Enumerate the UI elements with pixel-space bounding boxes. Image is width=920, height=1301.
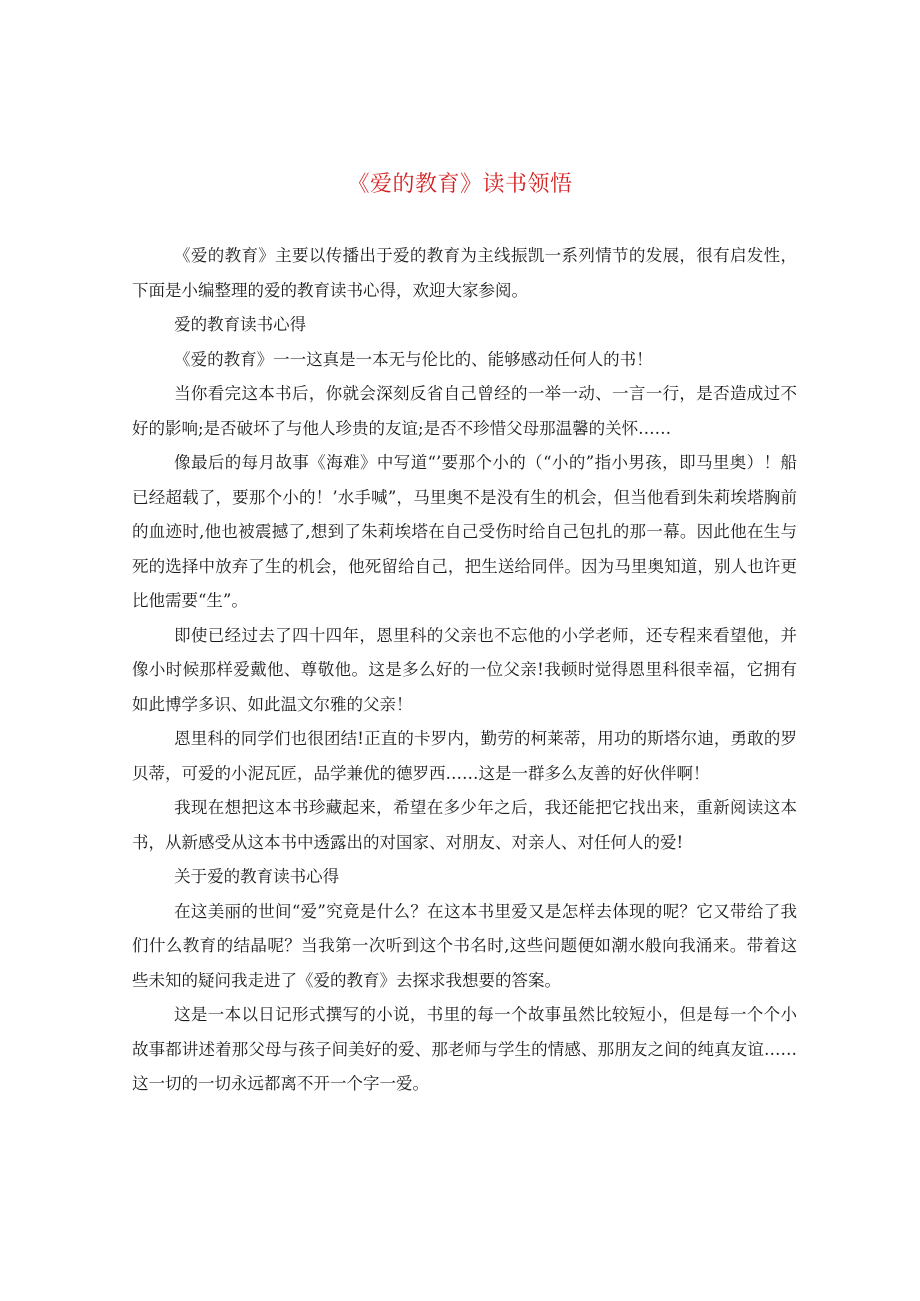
- body-paragraph: 恩里科的同学们也很团结!正直的卡罗内，勤劳的柯莱蒂，用功的斯塔尔迪，勇敢的罗贝蒂，可爱的小泥瓦匠，品学兼优的德罗西……这是一群多么友善的好伙伴啊！: [132, 729, 797, 783]
- body-paragraph: 《爱的教育》一一这真是一本无与伦比的、能够感动任何人的书！: [174, 349, 653, 369]
- body-paragraph: 即使已经过去了四十四年，恩里科的父亲也不忘他的小学老师，还专程来看望他，并像小时候那样爱戴他、尊敬他。这是多么好的一位父亲!我顿时觉得恩里科很幸福，它拥有如此博学多识、如此温文尔雅的父亲！: [132, 625, 797, 714]
- section-heading: 爱的教育读书心得: [174, 315, 307, 334]
- body-paragraph: 我现在想把这本书珍藏起来，希望在多少年之后，我还能把它找出来，重新阅读这本书，从新感受从这本书中透露出的对国家、对朋友、对亲人、对任何人的爱!: [132, 798, 797, 852]
- body-paragraph: 在这美丽的世间“爱”究竟是什么？在这本书里爱又是怎样去体现的呢？它又带给了我们什么教育的结晶呢？当我第一次听到这个书名时,这些问题便如潮水般向我涌来。带着这些未知的疑问我走进了《爱的教育》去探求我想要的答案。: [132, 901, 797, 990]
- intro-paragraph: 《爱的教育》主要以传播出于爱的教育为主线振凯一系列情节的发展，很有启发性，下面是小编整理的爱的教育读书心得，欢迎大家参阅。: [132, 246, 797, 300]
- body-paragraph: 像最后的每月故事《海难》中写道“’要那个小的（“小的”指小男孩，即马里奥）！船已经超载了，要那个小的！’水手喊”，马里奥不是没有生的机会，但当他看到朱莉埃塔胸前的血迹时,他也被震撼了,想到了朱莉埃塔在自己受伤时给自己包扎的那一幕。因此他在生与死的选择中放弃了生的机会，他死留给自己，把生送给同伴。因为马里奥知道，别人也许更比他需要“生”。: [132, 453, 797, 610]
- body-paragraph: 这是一本以日记形式撰写的小说，书里的每一个故事虽然比较短小，但是每一个个小故事都讲述着那父母与孩子间美好的爱、那老师与学生的情感、那朋友之间的纯真友谊……这一切的一切永远都离不开一个字一爱。: [132, 1005, 797, 1093]
- article-body: [132, 239, 797, 1102]
- section-heading: 关于爱的教育读书心得: [174, 867, 340, 886]
- page-title: 《爱的教育》读书领悟: [347, 172, 573, 197]
- body-paragraph: 当你看完这本书后，你就会深刻反省自己曾经的一举一动、一言一行，是否造成过不好的影响;是否破坏了与他人珍贵的友谊;是否不珍惜父母那温馨的关怀……: [132, 384, 797, 438]
